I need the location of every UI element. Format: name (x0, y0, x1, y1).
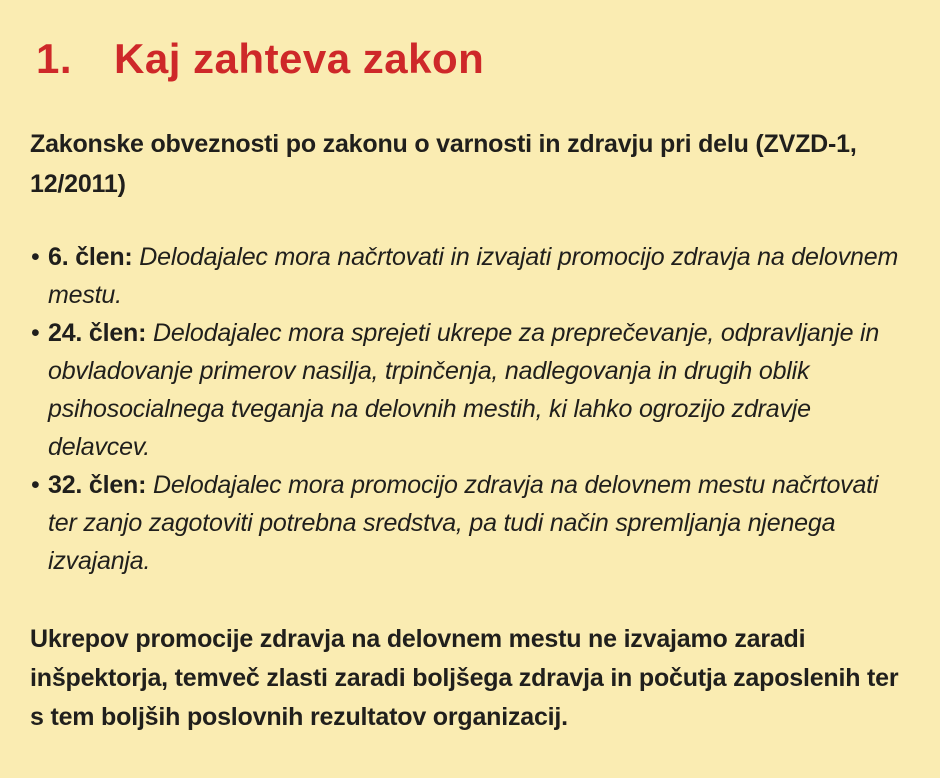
bullet-marker-icon: • (31, 243, 40, 271)
bullet-text: Delodajalec mora promocijo zdravja na delovnem mestu načrtovati ter zanjo zagotoviti potrebna sredstva, pa tudi način spremljanja njenega izvajanja. (48, 471, 879, 575)
list-item (33, 466, 904, 580)
bullet-text: Delodajalec mora načrtovati in izvajati promocijo zdravja na delovnem mestu. (48, 243, 899, 309)
bullet-marker-icon: • (31, 471, 40, 499)
list-item (33, 314, 904, 466)
list-item (33, 238, 904, 314)
bullet-lead: 32. člen: (48, 471, 147, 499)
bullet-list (30, 238, 904, 580)
subtitle: Zakonske obveznosti po zakonu o varnosti in zdravju pri delu (ZVZD-1, 12/2011) (30, 130, 857, 198)
page-title: Kaj zahteva zakon (114, 35, 485, 82)
closing-paragraph: Ukrepov promocije zdravja na delovnem mestu ne izvajamo zaradi inšpektorja, temveč zlasti zaradi boljšega zdravja in počutja zaposlenih ter s tem boljših poslovnih rezultatov organizacij. (30, 625, 899, 731)
bullet-lead: 6. člen: (48, 243, 133, 271)
section-number: 1. (36, 35, 73, 82)
bullet-text: Delodajalec mora sprejeti ukrepe za preprečevanje, odpravljanje in obvladovanje primerov nasilja, trpinčenja, nadlegovanja in drugih oblik psihosocialnega tveganja na delovnih mestih, ki lahko ogrozijo zdravje delavcev. (48, 319, 880, 461)
section-heading (36, 36, 904, 82)
bullet-lead: 24. člen: (48, 319, 147, 347)
bullet-marker-icon: • (31, 319, 40, 347)
